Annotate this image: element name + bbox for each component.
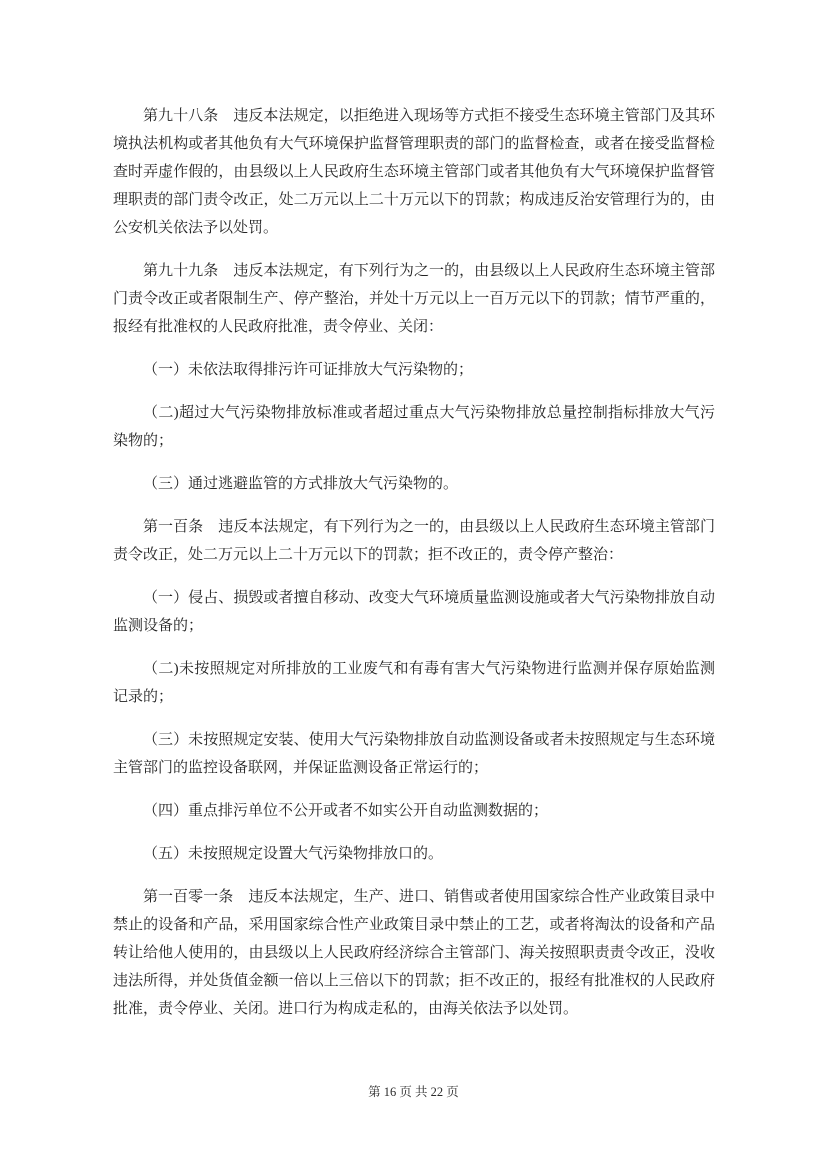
article-98-paragraph: 第九十八条 违反本法规定，以拒绝进入现场等方式拒不接受生态环境主管部门及其环境执法机构或者其他负有大气环境保护监督管理职责的部门的监督检查，或者在接受监督检查时弄虚作假的，由县级以上人民政府生态环境主管部门或者其他负有大气环境保护监督管理职责的部门责令改正，处二万元以上二十万元以下的罚款；构成违反治安管理行为的，由公安机关依法予以处罚。 [113,108,715,236]
article-99-item-3: （三）通过逃避监管的方式排放大气污染物的。 [143,476,459,492]
article-100-item-2: （二)未按照规定对所排放的工业废气和有毒有害大气污染物进行监测并保存原始监测记录的； [113,661,715,705]
article-99-item-1: （一）未依法取得排污许可证排放大气污染物的； [143,362,474,378]
article-100-item-1: （一）侵占、损毁或者擅自移动、改变大气环境质量监测设施或者大气污染物排放自动监测设备的； [113,590,715,634]
article-100-item-3: （三）未按照规定安装、使用大气污染物排放自动监测设备或者未按照规定与生态环境主管部门的监控设备联网，并保证监测设备正常运行的； [113,732,715,776]
article-100-paragraph: 第一百条 违反本法规定，有下列行为之一的，由县级以上人民政府生态环境主管部门责令改正，处二万元以上二十万元以下的罚款；拒不改正的，责令停产整治： [113,519,715,563]
page-footer: 第 16 页 共 22 页 [368,1085,459,1099]
article-99-paragraph: 第九十九条 违反本法规定，有下列行为之一的，由县级以上人民政府生态环境主管部门责令改正或者限制生产、停产整治，并处十万元以上一百万元以下的罚款；情节严重的，报经有批准权的人民政府批准，责令停业、关闭： [113,263,715,335]
article-100-item-5: （五）未按照规定设置大气污染物排放口的。 [143,846,444,862]
document-body [113,102,715,1023]
article-101-paragraph: 第一百零一条 违反本法规定，生产、进口、销售或者使用国家综合性产业政策目录中禁止的设备和产品，采用国家综合性产业政策目录中禁止的工艺，或者将淘汰的设备和产品转让给他人使用的，由县级以上人民政府经济综合主管部门、海关按照职责责令改正，没收违法所得，并处货值金额一倍以上三倍以下的罚款；拒不改正的，报经有批准权的人民政府批准，责令停业、关闭。进口行为构成走私的，由海关依法予以处罚。 [113,889,715,1017]
article-99-item-2: （二)超过大气污染物排放标准或者超过重点大气污染物排放总量控制指标排放大气污染物的； [113,405,715,449]
article-100-item-4: （四）重点排污单位不公开或者不如实公开自动监测数据的； [143,803,549,819]
